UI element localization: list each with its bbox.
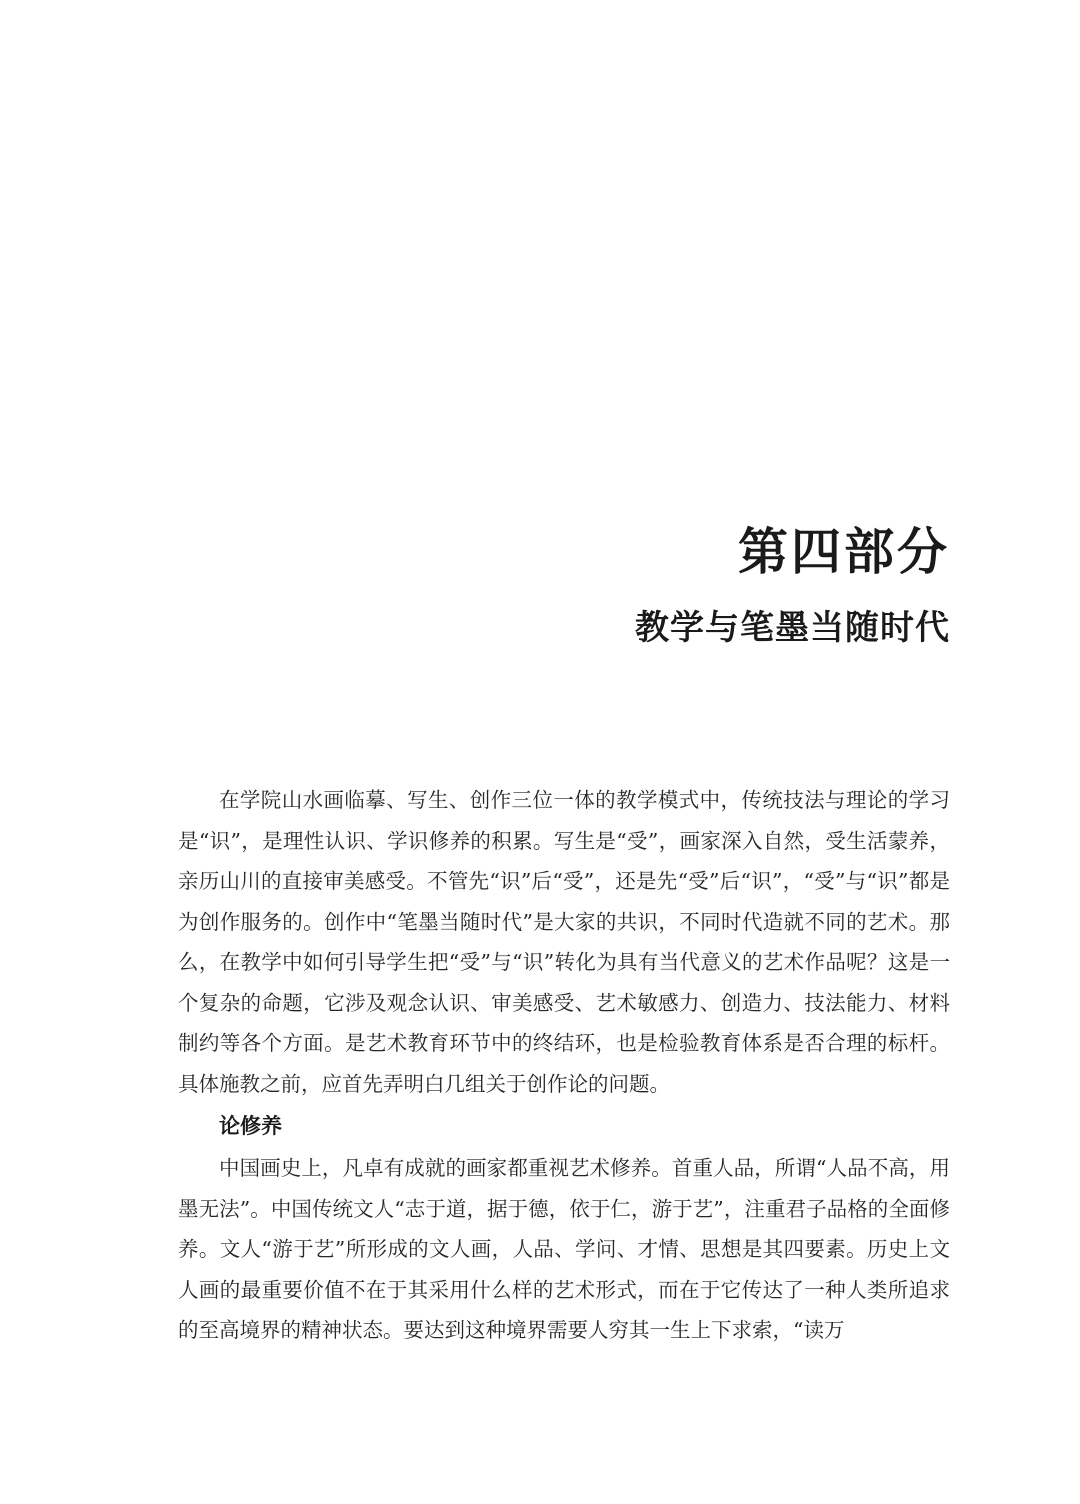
section-paragraph: 中国画史上，凡卓有成就的画家都重视艺术修养。首重人品，所谓“人品不高，用墨无法”。中国传统文人“志于道，据于德，依于仁，游于艺”，注重君子品格的全面修养。文人“游于艺”所形成的文人画，人品、学问、才情、思想是其四要素。历史上文人画的最重要价值不在于其采用什么样的艺术形式，而在于它传达了一种人类所追求的至高境界的精神状态。要达到这种境界需要人穷其一生上下求索，“读万 xyxy=(178,1156,950,1342)
part-title: 第四部分 xyxy=(738,523,950,581)
part-header xyxy=(635,520,950,650)
intro-paragraph: 在学院山水画临摹、写生、创作三位一体的教学模式中，传统技法与理论的学习是“识”，是理性认识、学识修养的积累。写生是“受”，画家深入自然，受生活蒙养，亲历山川的直接审美感受。不管先“识”后“受”，还是先“受”后“识”，“受”与“识”都是为创作服务的。创作中“笔墨当随时代”是大家的共识，不同时代造就不同的艺术。那么，在教学中如何引导学生把“受”与“识”转化为具有当代意义的艺术作品呢？这是一个复杂的命题，它涉及观念认识、审美感受、艺术敏感力、创造力、技法能力、材料制约等各个方面。是艺术教育环节中的终结环，也是检验教育体系是否合理的标杆。具体施教之前，应首先弄明白几组关于创作论的问题。 xyxy=(178,788,950,1096)
body-text xyxy=(178,780,950,1351)
section-heading: 论修养 xyxy=(219,1114,282,1138)
part-subtitle: 教学与笔墨当随时代 xyxy=(635,608,950,648)
